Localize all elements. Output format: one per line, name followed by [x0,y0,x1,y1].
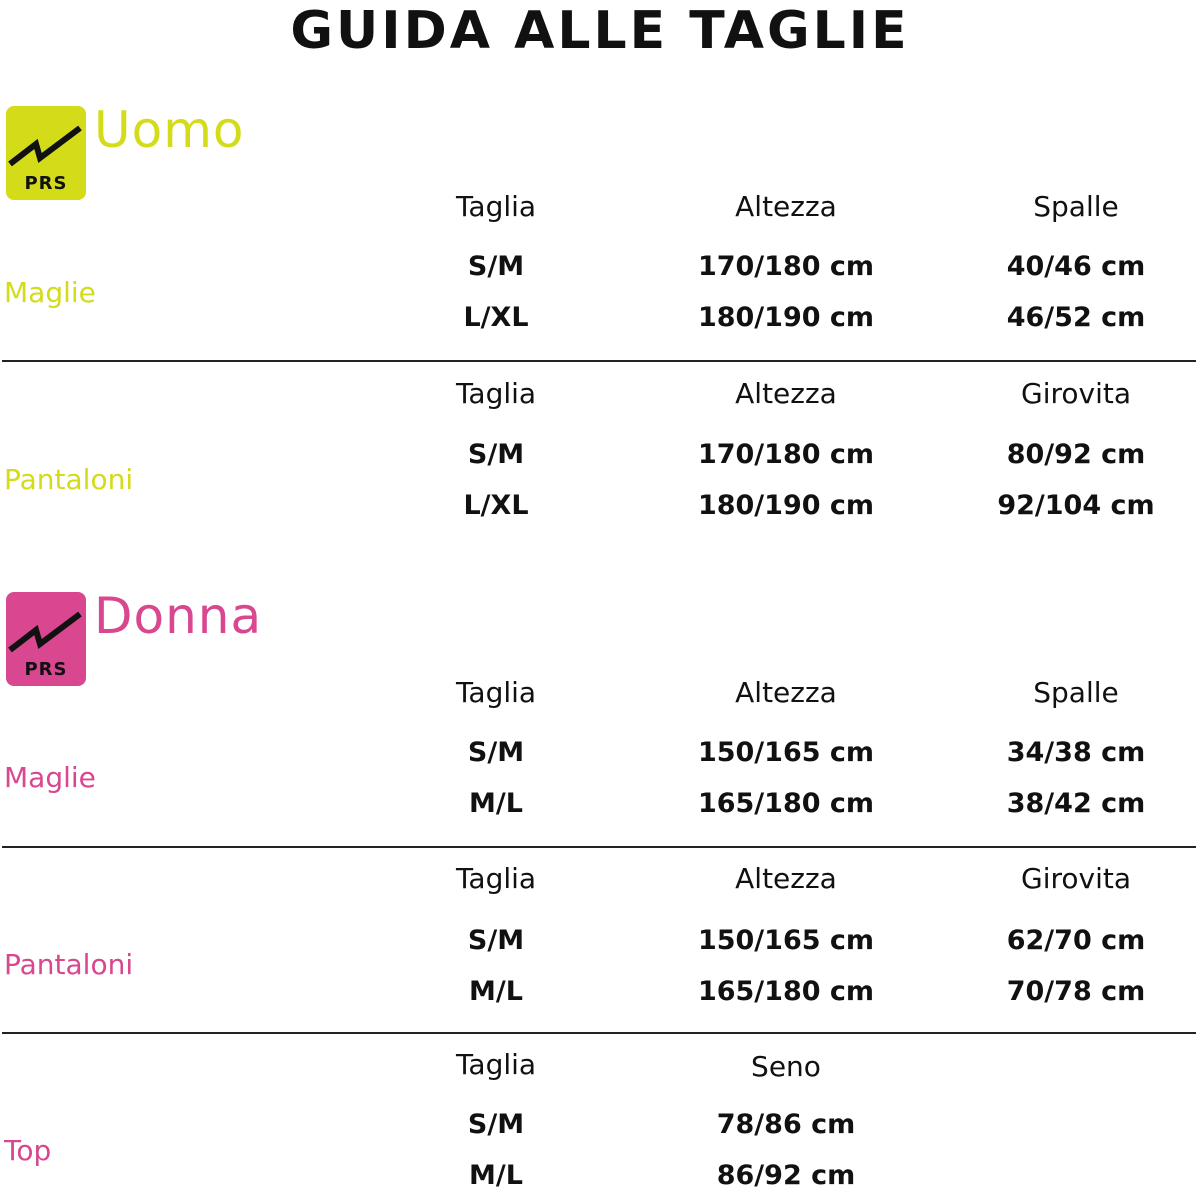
table-cell: 34/38 cm [1006,737,1146,768]
table-cell: L/XL [463,490,529,521]
table-cell: 165/180 cm [697,976,875,1007]
divider [2,846,1196,848]
section-heading-donna: Donna [94,587,263,645]
table-cell: 150/165 cm [697,737,875,768]
logo-text: PRS [24,173,68,194]
table-cell: 38/42 cm [1006,788,1146,819]
table-cell: 92/104 cm [997,490,1155,521]
category-label-pantaloni-men: Pantaloni [4,463,134,496]
table-cell: 180/190 cm [697,302,875,333]
col-header-taglia: Taglia [455,190,537,223]
col-header-altezza: Altezza [735,190,837,223]
section-heading-uomo: Uomo [94,101,245,159]
col-header-spalle: Spalle [1033,676,1119,709]
logo-text: PRS [24,659,68,680]
table-cell: 46/52 cm [1006,302,1146,333]
col-header-girovita: Girovita [1021,377,1131,410]
col-header-girovita: Girovita [1021,862,1131,895]
table-cell: 150/165 cm [697,925,875,956]
table-cell: S/M [467,251,525,282]
table-cell: S/M [467,1109,525,1140]
category-label-maglie-women: Maglie [4,761,96,794]
divider [2,1032,1196,1034]
table-cell: 86/92 cm [716,1160,856,1191]
table-cell: 180/190 cm [697,490,875,521]
table-cell: S/M [467,737,525,768]
col-header-seno: Seno [751,1050,821,1083]
table-cell: 40/46 cm [1006,251,1146,282]
table-cell: S/M [467,925,525,956]
category-label-maglie-men: Maglie [4,276,96,309]
divider [2,360,1196,362]
prs-logo-women [6,592,86,686]
table-cell: M/L [469,788,523,819]
table-cell: L/XL [463,302,529,333]
table-cell: 62/70 cm [1006,925,1146,956]
col-header-spalle: Spalle [1033,190,1119,223]
table-cell: 170/180 cm [697,251,875,282]
col-header-taglia: Taglia [455,1048,537,1081]
col-header-altezza: Altezza [735,676,837,709]
col-header-altezza: Altezza [735,377,837,410]
prs-logo-men [6,106,86,200]
table-cell: 170/180 cm [697,439,875,470]
category-label-top-women: Top [4,1134,52,1167]
page-title: GUIDA ALLE TAGLIE [290,1,910,61]
table-cell: M/L [469,1160,523,1191]
table-cell: M/L [469,976,523,1007]
table-cell: 165/180 cm [697,788,875,819]
category-label-pantaloni-women: Pantaloni [4,948,134,981]
table-cell: S/M [467,439,525,470]
table-cell: 70/78 cm [1006,976,1146,1007]
table-cell: 78/86 cm [716,1109,856,1140]
col-header-altezza: Altezza [735,862,837,895]
table-cell: 80/92 cm [1006,439,1146,470]
col-header-taglia: Taglia [455,862,537,895]
col-header-taglia: Taglia [455,676,537,709]
col-header-taglia: Taglia [455,377,537,410]
